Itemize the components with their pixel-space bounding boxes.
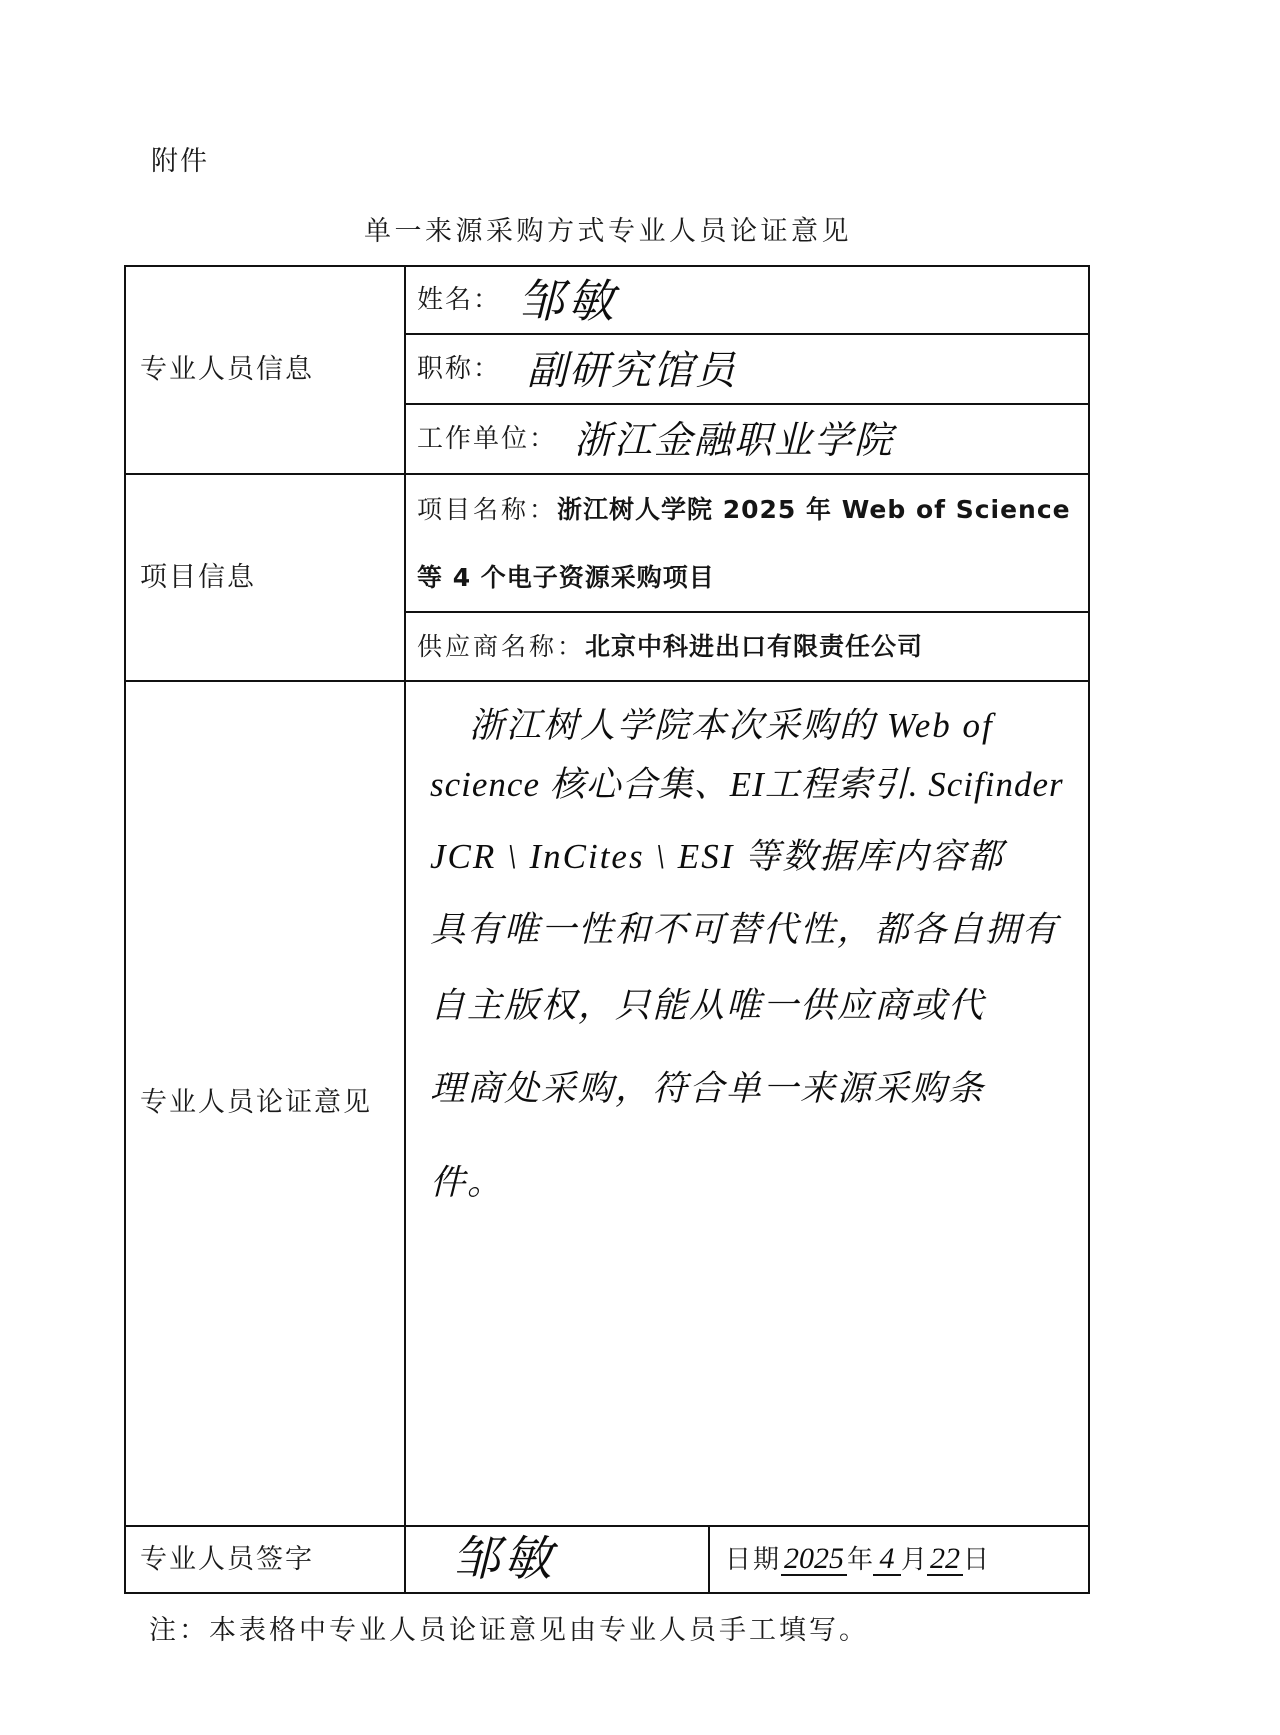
project-name-label: 项目名称： [417, 495, 558, 524]
project-name-line-1: 浙江树人学院 2025 年 Web of Science [557, 495, 1071, 524]
opinion-line-2: science 核心合集、EI工程索引. Scifinder [430, 765, 1064, 804]
project-name-row [417, 492, 1071, 531]
section-label-opinion: 专业人员论证意见 [140, 1087, 372, 1118]
date-year: 2025 [781, 1544, 847, 1576]
employer-value: 浙江金融职业学院 [574, 420, 895, 462]
table-rule-project-name [405, 611, 1090, 613]
section-label-signature: 专业人员签字 [140, 1544, 314, 1575]
form-title: 单一来源采购方式专业人员论证意见 [364, 216, 852, 247]
opinion-line-3: JCR \ InCites \ ESI 等数据库内容都 [430, 837, 1005, 876]
date-month-unit: 月 [901, 1545, 928, 1575]
date-day: 22 [927, 1544, 963, 1576]
opinion-line-5: 自主版权，只能从唯一供应商或代 [430, 986, 986, 1025]
job-title-value: 副研究馆员 [527, 348, 737, 393]
name-label: 姓名： [417, 285, 502, 315]
table-rule-opinion-section [124, 1525, 1090, 1527]
footer-note: 注：本表格中专业人员论证意见由专业人员手工填写。 [149, 1615, 869, 1646]
date-label: 日期 [725, 1545, 782, 1575]
opinion-line-6: 理商处采购，符合单一来源采购条 [430, 1069, 986, 1108]
date-month: 4 [873, 1544, 901, 1576]
supplier-value: 北京中科进出口有限责任公司 [585, 632, 924, 661]
table-column-divider [404, 265, 406, 1594]
supplier-row [417, 629, 923, 668]
supplier-label: 供应商名称： [417, 632, 586, 661]
attachment-label: 附件 [151, 146, 209, 177]
project-name-line-2: 等 4 个电子资源采购项目 [417, 563, 715, 592]
job-title-label: 职称： [417, 354, 502, 384]
section-label-project-info: 项目信息 [140, 562, 256, 593]
opinion-line-1: 浙江树人学院本次采购的 Web of [469, 706, 994, 745]
date-year-unit: 年 [847, 1545, 874, 1575]
signature-value: 邹敏 [452, 1533, 557, 1586]
table-rule-name [405, 333, 1090, 335]
date-day-unit: 日 [963, 1545, 990, 1575]
opinion-line-4: 具有唯一性和不可替代性，都各自拥有 [430, 910, 1060, 949]
table-rule-project-section [124, 680, 1090, 682]
table-rule-expert-section [124, 473, 1090, 475]
section-label-expert-info: 专业人员信息 [140, 354, 314, 385]
table-date-divider [708, 1526, 710, 1594]
name-value: 邹敏 [518, 276, 618, 327]
date-row [725, 1542, 989, 1581]
opinion-line-7: 件。 [430, 1163, 505, 1202]
table-rule-job-title [405, 403, 1090, 405]
employer-label: 工作单位： [417, 424, 558, 454]
